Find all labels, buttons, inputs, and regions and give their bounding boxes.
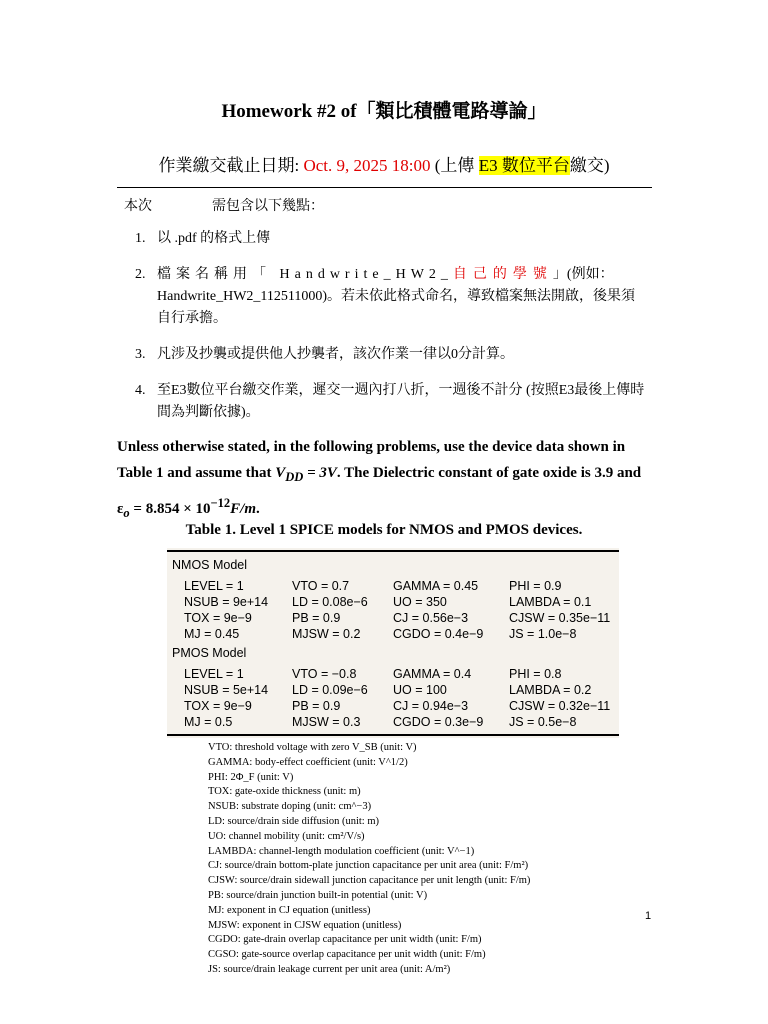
table-cell: LAMBDA = 0.1 [509, 595, 592, 609]
table-cell: PB = 0.9 [292, 699, 341, 713]
requirements-heading-a: 本次 [124, 199, 152, 214]
table-cell: GAMMA = 0.45 [393, 579, 479, 593]
table-row [184, 699, 614, 715]
table-bottom-rule [167, 734, 619, 736]
table-cell: LEVEL = 1 [184, 667, 244, 681]
list-item-number: 1. [135, 231, 146, 246]
table-cell: VTO = 0.7 [292, 579, 350, 593]
pmos-model-title: PMOS Model [172, 646, 247, 660]
definition-line: PB: source/drain junction built-in potential (unit: V) [208, 889, 428, 901]
deadline-mid: (上傳 [430, 156, 479, 175]
table-cell: CGDO = 0.4e−9 [393, 627, 484, 641]
table-row [184, 611, 614, 627]
deadline-line [0, 151, 768, 176]
definition-line: NSUB: substrate doping (unit: cm^−3) [208, 801, 372, 813]
deadline-prefix: 作業繳交截止日期: [158, 156, 304, 175]
definition-line: CGDO: gate-drain overlap capacitance per unit width (unit: F/m) [208, 934, 482, 946]
definition-line: PHI: 2Φ_F (unit: V) [208, 771, 294, 783]
table-row [184, 579, 614, 595]
horizontal-divider [117, 187, 652, 188]
table-row [184, 683, 614, 699]
table-cell: CJSW = 0.32e−11 [509, 699, 611, 713]
list-item [135, 380, 645, 424]
list-item [135, 228, 645, 250]
table-row [184, 715, 614, 731]
definition-line: TOX: gate-oxide thickness (unit: m) [208, 786, 361, 798]
definition-line: JS: source/drain leakage current per unit area (unit: A/m²) [208, 963, 451, 975]
table-cell: PHI = 0.8 [509, 667, 562, 681]
definition-line: LD: source/drain side diffusion (unit: m) [208, 815, 379, 827]
table-cell: UO = 100 [393, 683, 447, 697]
vdd-symbol: V [275, 465, 286, 481]
statement-end: . [256, 501, 260, 517]
deadline-suffix: 繳交) [569, 156, 610, 175]
deadline-date: Oct. 9, 2025 18:00 [303, 156, 431, 175]
definition-line: GAMMA: body-effect coefficient (unit: V^1/2) [208, 756, 408, 768]
table-cell: LD = 0.09e−6 [292, 683, 368, 697]
table-row [184, 627, 614, 643]
epsilon-exponent: −12 [210, 496, 231, 510]
table-cell: LEVEL = 1 [184, 579, 244, 593]
table-cell: LD = 0.08e−6 [292, 595, 368, 609]
list-item-number: 4. [135, 383, 146, 398]
requirements-heading-b: 需包含以下幾點： [212, 199, 324, 214]
table-cell: TOX = 9e−9 [184, 611, 252, 625]
table-cell: PHI = 0.9 [509, 579, 562, 593]
list-item-text: 檔案名稱用「 Handwrite_HW2_ [157, 267, 453, 282]
list-item-number: 3. [135, 347, 146, 362]
table-cell: NSUB = 5e+14 [184, 683, 269, 697]
table-cell: NSUB = 9e+14 [184, 595, 269, 609]
parameter-definitions [208, 741, 588, 978]
problem-statement [117, 434, 647, 526]
epsilon-subscript: o [123, 506, 130, 520]
list-item-text: 以 .pdf 的格式上傳 [157, 231, 271, 246]
table-cell: CGDO = 0.3e−9 [393, 715, 484, 729]
table-cell: MJ = 0.45 [184, 627, 240, 641]
definition-line: CJSW: source/drain sidewall junction capacitance per unit length (unit: F/m) [208, 875, 531, 887]
vdd-subscript: DD [285, 470, 304, 484]
definition-line: MJSW: exponent in CJSW equation (unitless) [208, 919, 402, 931]
table-caption: Table 1. Level 1 SPICE models for NMOS and PMOS devices. [185, 522, 583, 538]
definition-line: UO: channel mobility (unit: cm²/V/s) [208, 830, 365, 842]
vdd-value: = 3V [303, 465, 337, 481]
deadline-platform: E3 數位平台 [478, 156, 570, 175]
list-item [135, 264, 645, 330]
table-cell: MJ = 0.5 [184, 715, 233, 729]
table-cell: UO = 350 [393, 595, 447, 609]
table-cell: LAMBDA = 0.2 [509, 683, 592, 697]
document-title: Homework #2 of「類比積體電路導論」 [221, 101, 547, 122]
table-cell: CJ = 0.94e−3 [393, 699, 469, 713]
list-item-text: 凡涉及抄襲或提供他人抄襲者，該次作業一律以0分計算。 [157, 347, 514, 362]
definition-line: LAMBDA: channel-length modulation coefficient (unit: V^−1) [208, 845, 475, 857]
requirements-list [135, 228, 645, 438]
table-cell: JS = 1.0e−8 [509, 627, 577, 641]
table-cell: PB = 0.9 [292, 611, 341, 625]
requirements-heading [124, 195, 324, 215]
epsilon-symbol: ε [117, 501, 124, 517]
definition-line: CGSO: gate-source overlap capacitance per unit width (unit: F/m) [208, 949, 486, 961]
table-top-rule [167, 550, 619, 552]
page-number: 1 [645, 910, 652, 922]
statement-part1: Unless otherwise stated, in the following problems, use the device data shown in Table 1 and assume that [117, 439, 626, 481]
table-row [184, 595, 614, 611]
table-cell: GAMMA = 0.4 [393, 667, 472, 681]
list-item-number: 2. [135, 267, 146, 282]
table-cell: VTO = −0.8 [292, 667, 357, 681]
list-item-text: 」(例如：Handwrite_HW2_112511000)。若未依此格式命名，導致檔案無法開啟，後果須自行承擔。 [157, 267, 636, 326]
statement-part2: . The Dielectric constant of gate oxide is 3.9 and [336, 465, 642, 481]
spice-model-table [167, 548, 619, 738]
definition-line: MJ: exponent in CJ equation (unitless) [208, 904, 371, 916]
table-cell: TOX = 9e−9 [184, 699, 252, 713]
student-id-highlight: 自己的學號 [452, 267, 553, 282]
table-cell: MJSW = 0.3 [292, 715, 361, 729]
table-cell: CJSW = 0.35e−11 [509, 611, 611, 625]
epsilon-unit: F/m [230, 501, 256, 517]
table-cell: JS = 0.5e−8 [509, 715, 577, 729]
list-item [135, 344, 645, 366]
epsilon-value: = 8.854 × 10 [129, 501, 211, 517]
definition-line: CJ: source/drain bottom-plate junction capacitance per unit area (unit: F/m²) [208, 860, 529, 872]
table-cell: MJSW = 0.2 [292, 627, 361, 641]
table-cell: CJ = 0.56e−3 [393, 611, 469, 625]
nmos-model-title: NMOS Model [172, 558, 248, 572]
table-row [184, 667, 614, 683]
definition-line: VTO: threshold voltage with zero V_SB (unit: V) [208, 742, 417, 753]
list-item-text: 至E3數位平台繳交作業，遲交一週內打八折，一週後不計分 (按照E3最後上傳時間為判斷依據)。 [157, 383, 645, 420]
